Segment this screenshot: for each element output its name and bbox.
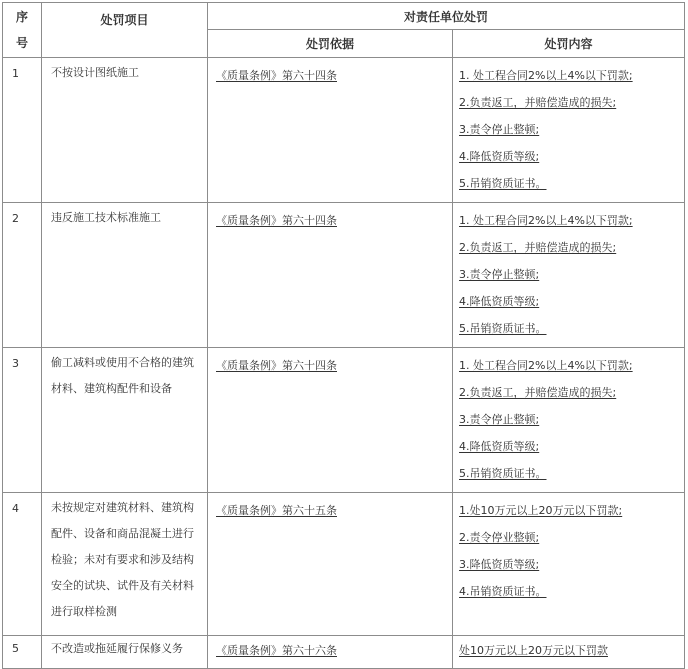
row-number: 2 [3,203,42,348]
content-link[interactable]: 3.责令停止整顿; [459,268,540,281]
penalty-basis [208,636,453,669]
table-row [3,493,685,636]
content-link[interactable]: 5.吊销资质证书。 [459,467,547,480]
header-content: 处罚内容 [453,30,685,58]
basis-link[interactable]: 《质量条例》第六十五条 [216,504,337,517]
penalty-item-line: 偷工减料或使用不合格的建筑 [51,356,194,369]
penalty-content [453,493,685,636]
penalty-table [2,2,685,669]
penalty-item-line: 检验；未对有要求和涉及结构 [51,553,194,566]
header-no-bottom: 号 [15,36,28,50]
content-link[interactable]: 3.降低资质等级; [459,558,540,571]
header-no [3,3,42,58]
penalty-item-line: 不按设计图纸施工 [51,66,139,79]
basis-link[interactable]: 《质量条例》第六十四条 [216,359,337,372]
penalty-basis [208,348,453,493]
header-item: 处罚项目 [42,3,208,58]
content-link[interactable]: 3.责令停止整顿; [459,123,540,136]
row-number: 4 [3,493,42,636]
content-link[interactable]: 2.负责返工，并赔偿造成的损失; [459,96,617,109]
header-group: 对责任单位处罚 [208,3,685,30]
penalty-item-line: 进行取样检测 [51,605,117,618]
penalty-item [42,58,208,203]
basis-link[interactable]: 《质量条例》第六十六条 [216,644,337,657]
content-link[interactable]: 5.吊销资质证书。 [459,177,547,190]
penalty-item [42,636,208,669]
penalty-content [453,58,685,203]
content-link[interactable]: 5.吊销资质证书。 [459,322,547,335]
header-no-top: 序 [15,10,28,24]
penalty-item-line: 配件、设备和商品混凝土进行 [51,527,194,540]
penalty-basis [208,58,453,203]
content-link[interactable]: 3.责令停止整顿; [459,413,540,426]
table-row [3,348,685,493]
penalty-item [42,203,208,348]
content-link[interactable]: 4.降低资质等级; [459,295,540,308]
content-link[interactable]: 1. 处工程合同2%以上4%以下罚款; [459,214,633,227]
content-link[interactable]: 2.负责返工，并赔偿造成的损失; [459,386,617,399]
penalty-content [453,203,685,348]
penalty-item-line: 材料、建筑构配件和设备 [51,382,172,395]
content-link[interactable]: 4.吊销资质证书。 [459,585,547,598]
content-link[interactable]: 2.负责返工，并赔偿造成的损失; [459,241,617,254]
penalty-basis [208,203,453,348]
penalty-content [453,348,685,493]
header-basis: 处罚依据 [208,30,453,58]
penalty-basis [208,493,453,636]
content-link[interactable]: 1.处10万元以上20万元以下罚款; [459,504,623,517]
penalty-item-line: 安全的试块、试件及有关材料 [51,579,194,592]
basis-link[interactable]: 《质量条例》第六十四条 [216,69,337,82]
content-link[interactable]: 1. 处工程合同2%以上4%以下罚款; [459,359,633,372]
content-link[interactable]: 2.责令停业整顿; [459,531,540,544]
row-number: 5 [3,636,42,669]
penalty-item-line: 违反施工技术标准施工 [51,211,161,224]
table-row [3,203,685,348]
content-link[interactable]: 4.降低资质等级; [459,150,540,163]
content-link[interactable]: 4.降低资质等级; [459,440,540,453]
penalty-content [453,636,685,669]
table-row [3,636,685,669]
penalty-item [42,493,208,636]
table-row [3,58,685,203]
basis-link[interactable]: 《质量条例》第六十四条 [216,214,337,227]
content-link[interactable]: 1. 处工程合同2%以上4%以下罚款; [459,69,633,82]
penalty-item [42,348,208,493]
content-link[interactable]: 处10万元以上20万元以下罚款 [459,644,608,657]
penalty-item-line: 不改造或拖延履行保修义务 [51,642,183,655]
penalty-item-line: 未按规定对建筑材料、建筑构 [51,501,194,514]
row-number: 1 [3,58,42,203]
row-number: 3 [3,348,42,493]
